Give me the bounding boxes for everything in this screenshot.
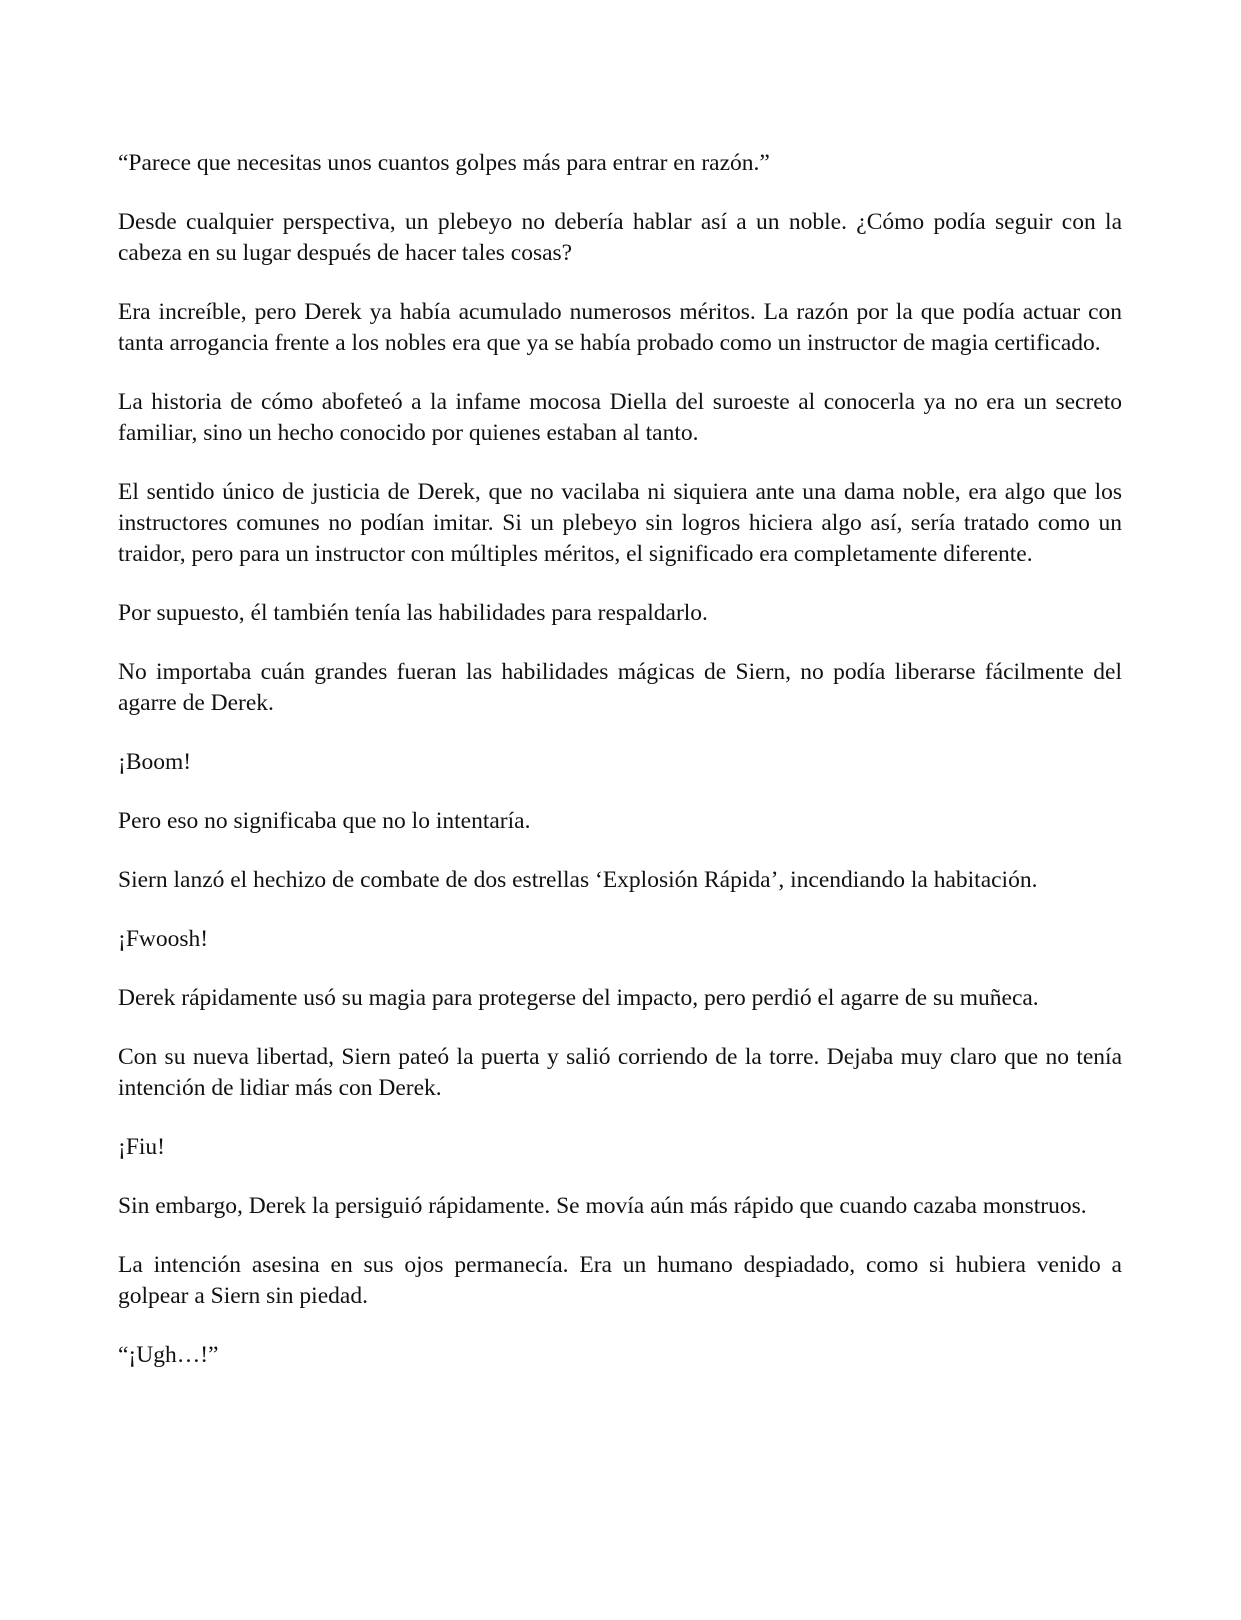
paragraph: No importaba cuán grandes fueran las habilidades mágicas de Siern, no podía liberarse fácilmente del agarre de Derek. xyxy=(118,659,1122,716)
paragraph: ¡Fiu! xyxy=(118,1134,165,1160)
paragraph: La intención asesina en sus ojos permanecía. Era un humano despiadado, como si hubiera venido a golpear a Siern sin piedad. xyxy=(118,1252,1122,1309)
paragraph: Siern lanzó el hechizo de combate de dos estrellas ‘Explosión Rápida’, incendiando la habitación. xyxy=(118,867,1038,893)
paragraph: Derek rápidamente usó su magia para protegerse del impacto, pero perdió el agarre de su muñeca. xyxy=(118,985,1039,1011)
paragraph: ¡Boom! xyxy=(118,749,192,775)
paragraph: Pero eso no significaba que no lo intentaría. xyxy=(118,808,531,834)
paragraph: La historia de cómo abofeteó a la infame mocosa Diella del suroeste al conocerla ya no era un secreto familiar, sino un hecho conocido por quienes estaban al tanto. xyxy=(118,389,1122,446)
paragraph: Era increíble, pero Derek ya había acumulado numerosos méritos. La razón por la que podía actuar con tanta arrogancia frente a los nobles era que ya se había probado como un instructor de magia certificado. xyxy=(118,299,1122,356)
paragraph: Sin embargo, Derek la persiguió rápidamente. Se movía aún más rápido que cuando cazaba monstruos. xyxy=(118,1193,1087,1219)
paragraph: “¡Ugh…!” xyxy=(118,1342,219,1368)
paragraph: El sentido único de justicia de Derek, que no vacilaba ni siquiera ante una dama noble, era algo que los instructores comunes no podían imitar. Si un plebeyo sin logros hiciera algo así, sería tratado como un traidor, pero para un instructor con múltiples méritos, el significado era completamente diferente. xyxy=(118,479,1122,567)
paragraph: “Parece que necesitas unos cuantos golpes más para entrar en razón.” xyxy=(118,150,770,176)
paragraph: Con su nueva libertad, Siern pateó la puerta y salió corriendo de la torre. Dejaba muy claro que no tenía intención de lidiar más con Derek. xyxy=(118,1044,1122,1101)
paragraph: ¡Fwoosh! xyxy=(118,926,209,952)
paragraph: Desde cualquier perspectiva, un plebeyo no debería hablar así a un noble. ¿Cómo podía seguir con la cabeza en su lugar después de hacer tales cosas? xyxy=(118,209,1122,266)
document-page xyxy=(118,148,1122,1371)
paragraph: Por supuesto, él también tenía las habilidades para respaldarlo. xyxy=(118,600,708,626)
